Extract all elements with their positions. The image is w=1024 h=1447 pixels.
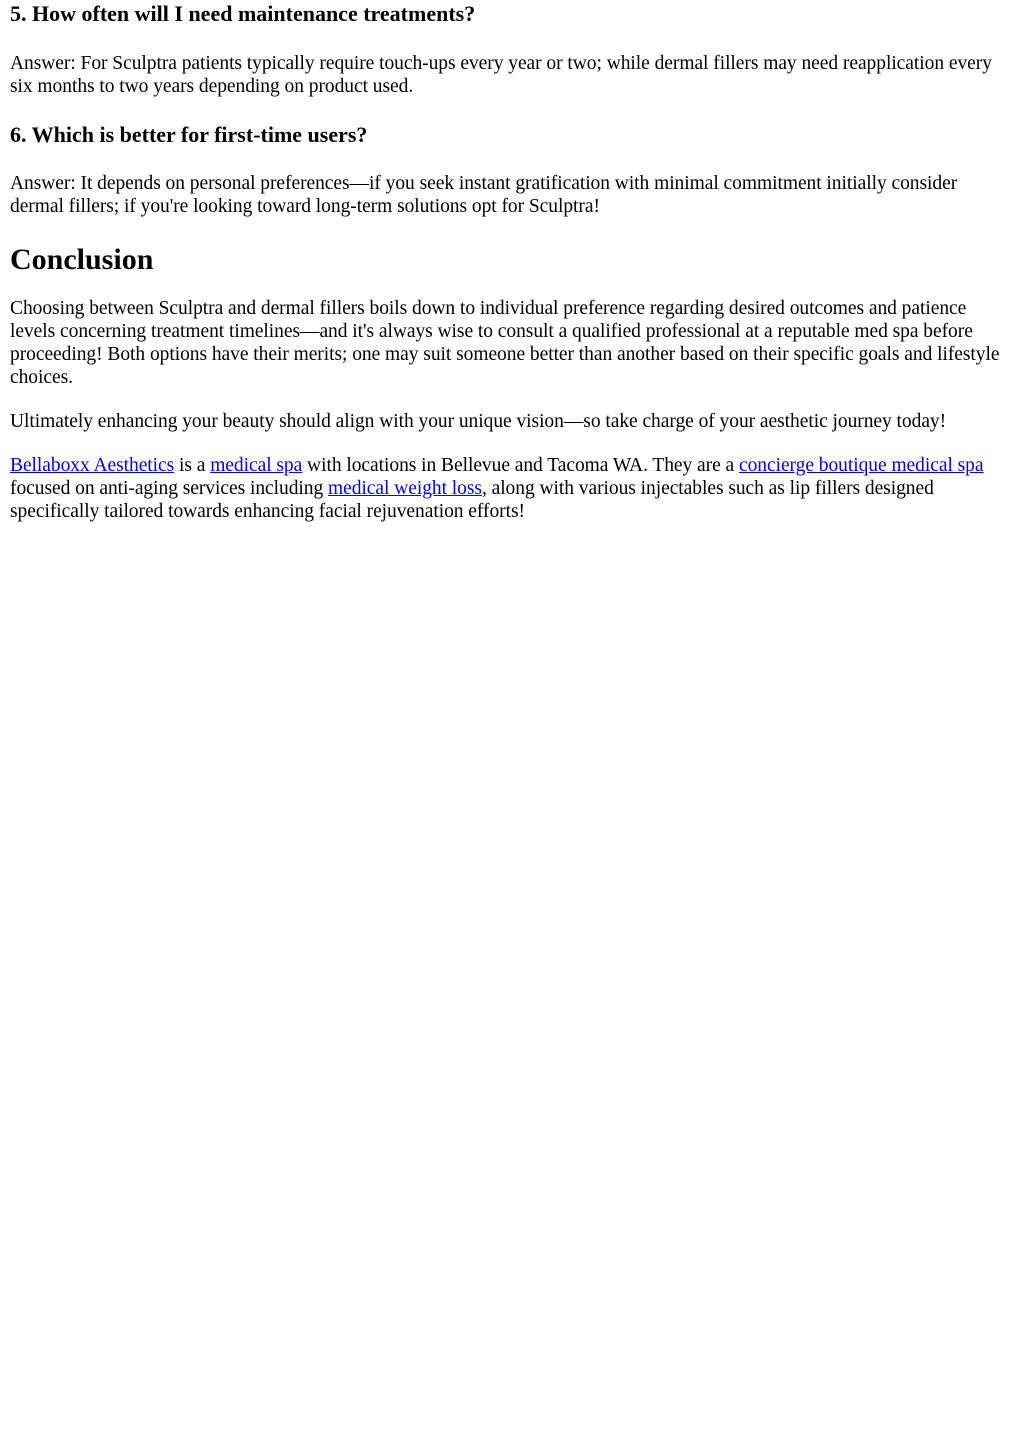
medical-spa-link[interactable]: medical spa [210, 455, 303, 476]
about-text-1: is a [174, 455, 211, 476]
about-paragraph [10, 454, 1014, 523]
faq-question-6: 6. Which is better for first-time users? [10, 122, 368, 147]
about-text-4: , along with various injectables such as lip fillers designed specifically tailored towards enhancing facial rejuvenation efforts! [10, 478, 934, 522]
about-text-2: with locations in Bellevue and Tacoma WA. They are a [302, 455, 739, 476]
concierge-boutique-medical-spa-link[interactable]: concierge boutique medical spa [738, 455, 984, 476]
conclusion-paragraph-1: Choosing between Sculptra and dermal fillers boils down to individual preference regarding desired outcomes and patience levels concerning treatment timelines—and it's always wise to consult a qualified professional at a reputable med spa before proceeding! Both options have their merits; one may suit someone better than another based on their specific goals and lifestyle choices. [10, 298, 1000, 388]
faq-answer-5: Answer: For Sculptra patients typically require touch-ups every year or two; while dermal fillers may need reapplication every six months to two years depending on product used. [10, 53, 992, 97]
medical-weight-loss-link[interactable]: medical weight loss [328, 478, 482, 499]
article [0, 1, 1024, 523]
conclusion-paragraph-2: Ultimately enhancing your beauty should align with your unique vision—so take charge of your aesthetic journey today! [10, 411, 947, 432]
conclusion-heading: Conclusion [10, 243, 154, 276]
faq-question-5: 5. How often will I need maintenance treatments? [10, 1, 476, 26]
about-text-3: focused on anti-aging services including [10, 478, 328, 499]
faq-answer-6: Answer: It depends on personal preferences—if you seek instant gratification with minimal commitment initially consider dermal fillers; if you're looking toward long-term solutions opt for Sculptra! [10, 173, 958, 217]
bellaboxx-aesthetics-link[interactable]: Bellaboxx Aesthetics [10, 455, 175, 476]
